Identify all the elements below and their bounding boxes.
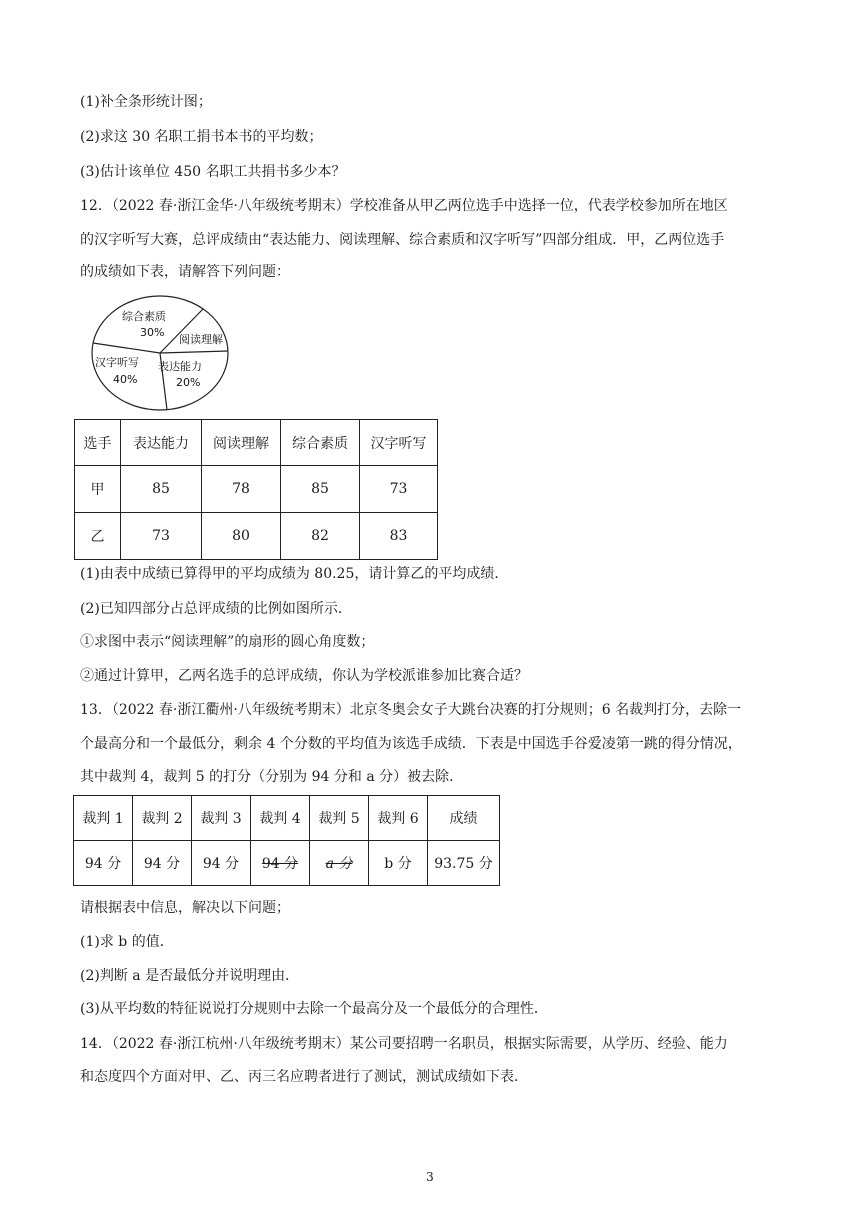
q11-part2: (2)求这 30 名职工捐书本书的平均数；	[80, 129, 323, 145]
q11-part1: (1)补全条形统计图；	[80, 94, 212, 110]
table-cell: 乙	[75, 513, 121, 560]
q12-intro-line3: 的成绩如下表，请解答下列问题：	[80, 264, 290, 280]
q12-pie-chart	[86, 293, 238, 413]
table-cell: 85	[281, 466, 360, 513]
q12-intro-line2: 的汉字听写大赛，总评成绩由“表达能力、阅读理解、综合素质和汉字听写”四部分组成．甲，乙两位选手	[80, 232, 725, 248]
q13-intro-line1: 13．（2022 春·浙江衢州·八年级统考期末）北京冬奥会女子大跳台决赛的打分规则；6 名裁判打分，去除一	[80, 702, 742, 718]
q14-intro-line1: 14．（2022 春·浙江杭州·八年级统考期末）某公司要招聘一名职员，根据实际需要，从学历、经验、能力	[80, 1036, 728, 1052]
table-header-cell: 表达能力	[121, 420, 202, 466]
table-cell: 93.75 分	[428, 841, 500, 886]
pie-label-reading: 阅读理解	[179, 333, 223, 346]
table-header-cell: 阅读理解	[202, 420, 281, 466]
q12-part1: (1)由表中成绩已算得甲的平均成绩为 80.25，请计算乙的平均成绩．	[80, 566, 509, 582]
table-header-cell: 成绩	[428, 796, 500, 841]
q13-part2: (2)判断 a 是否最低分并说明理由．	[80, 968, 300, 984]
pie-pct-dictation: 40%	[113, 373, 138, 386]
table-cell: b 分	[369, 841, 428, 886]
table-header-cell: 汉字听写	[360, 420, 438, 466]
table-cell: 80	[202, 513, 281, 560]
table-cell-removed: 94 分	[251, 841, 310, 886]
table-cell: 73	[121, 513, 202, 560]
table-cell: 94 分	[74, 841, 133, 886]
q13-intro-line2: 个最高分和一个最低分，剩余 4 个分数的平均值为该选手成绩．下表是中国选手谷爱凌第一跳的得分情况，	[80, 736, 742, 752]
table-header-cell: 选手	[75, 420, 121, 466]
table-cell: 78	[202, 466, 281, 513]
q14-intro-line2: 和态度四个方面对甲、乙、丙三名应聘者进行了测试，测试成绩如下表．	[80, 1069, 528, 1085]
pie-label-expression: 表达能力	[158, 360, 202, 373]
q13-after-table: 请根据表中信息，解决以下问题；	[80, 900, 290, 916]
q13-judge-table	[73, 795, 500, 886]
q13-part3: (3)从平均数的特征说说打分规则中去除一个最高分及一个最低分的合理性．	[80, 1001, 548, 1017]
table-cell: 甲	[75, 466, 121, 513]
q12-intro-line1: 12．（2022 春·浙江金华·八年级统考期末）学校准备从甲乙两位选手中选择一位，代表学校参加所在地区	[80, 198, 728, 214]
q13-part1: (1)求 b 的值．	[80, 934, 174, 950]
table-row	[75, 420, 438, 466]
table-header-cell: 综合素质	[281, 420, 360, 466]
table-header-cell: 裁判 5	[310, 796, 369, 841]
pie-pct-expression: 20%	[176, 376, 201, 389]
table-header-cell: 裁判 4	[251, 796, 310, 841]
table-row	[74, 841, 500, 886]
q11-part3: (3)估计该单位 450 名职工共捐书多少本？	[80, 164, 346, 180]
table-cell: 73	[360, 466, 438, 513]
q13-intro-line3: 其中裁判 4，裁判 5 的打分（分别为 94 分和 a 分）被去除．	[80, 769, 464, 785]
q12-part2a: ①求图中表示“阅读理解”的扇形的圆心角度数；	[80, 634, 375, 650]
table-cell: 94 分	[133, 841, 192, 886]
pie-label-comprehensive: 综合素质	[122, 310, 166, 323]
table-cell: 94 分	[192, 841, 251, 886]
table-row	[75, 513, 438, 560]
pie-pct-comprehensive: 30%	[140, 326, 165, 339]
table-row	[75, 466, 438, 513]
table-cell: 82	[281, 513, 360, 560]
q12-part2b: ②通过计算甲，乙两名选手的总评成绩，你认为学校派谁参加比赛合适？	[80, 668, 528, 684]
page-number: 3	[426, 1170, 434, 1184]
table-row	[74, 796, 500, 841]
table-cell-removed: a 分	[310, 841, 369, 886]
table-header-cell: 裁判 3	[192, 796, 251, 841]
q12-part2: (2)已知四部分占总评成绩的比例如图所示．	[80, 601, 352, 617]
table-header-cell: 裁判 6	[369, 796, 428, 841]
pie-label-dictation: 汉字听写	[95, 356, 139, 369]
q12-score-table	[74, 419, 438, 560]
table-header-cell: 裁判 2	[133, 796, 192, 841]
table-cell: 83	[360, 513, 438, 560]
table-cell: 85	[121, 466, 202, 513]
table-header-cell: 裁判 1	[74, 796, 133, 841]
